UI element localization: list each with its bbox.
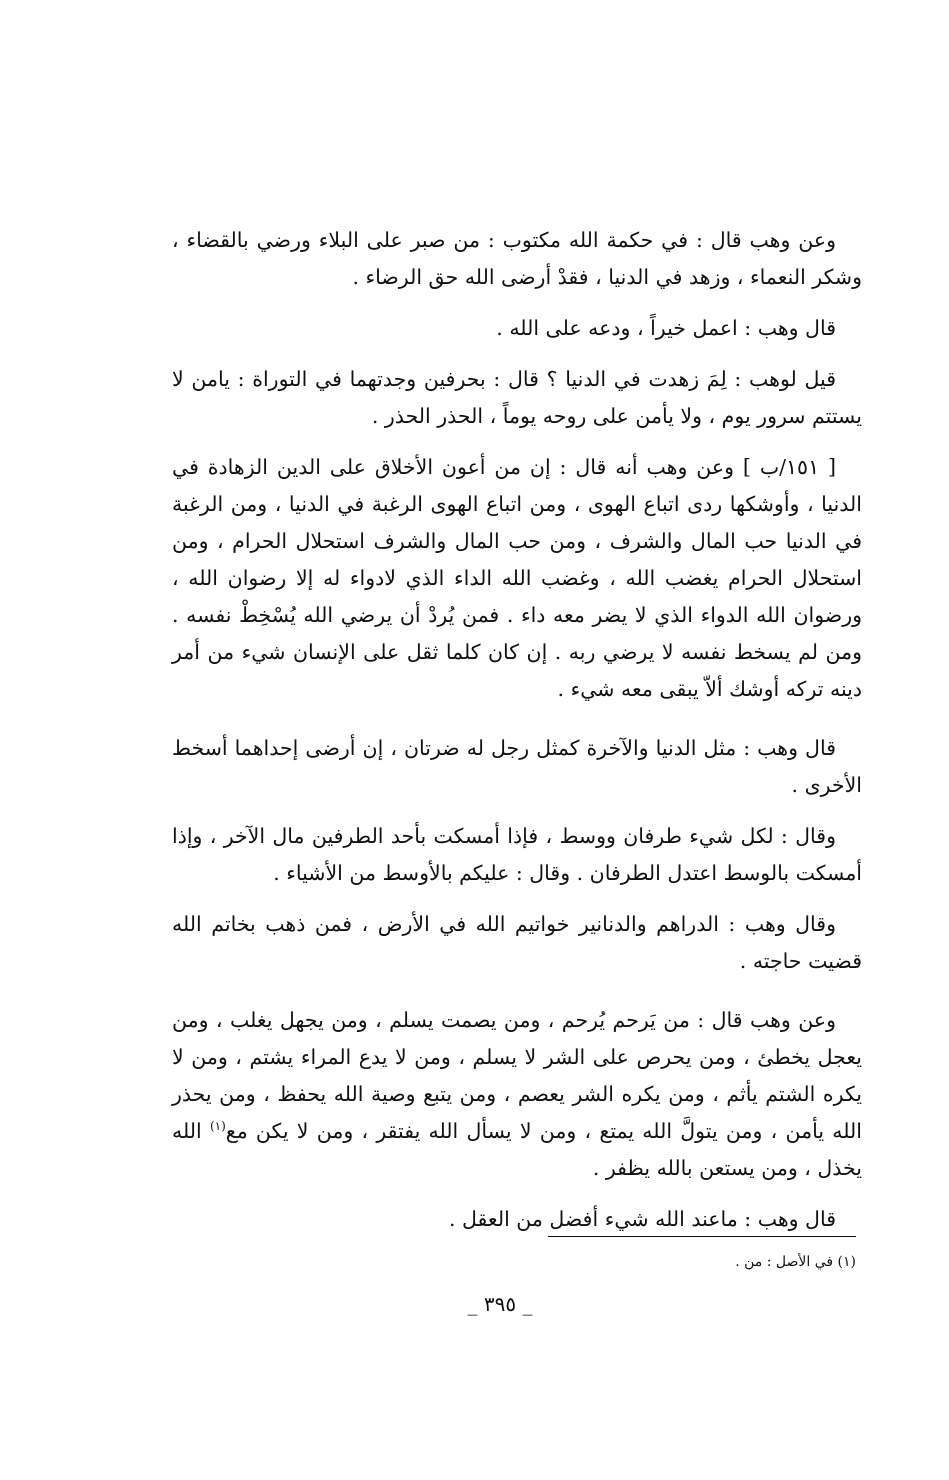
page-body bbox=[172, 222, 862, 1250]
paragraph-8-text-before: وعن وهب قال : من يَرحم يُرحم ، ومن يصمت يسلم ، ومن يجهل يغلب ، ومن يعجل يخطئ ، ومن يحرص على الشر لا يسلم ، ومن لا يدع المراء يشتم ، ومن لا يكره الشتم يأثم ، ومن يكره الشر يعصم ، ومن يتبع وصية الله يحفظ ، ومن يحذر الله يأمن ، ومن يتولَّ الله يمتع ، ومن لا يسأل الله يفتقر ، ومن لا يكن مع bbox=[172, 1008, 862, 1143]
footnote: (١) في الأصل : من . bbox=[735, 1254, 856, 1270]
paragraph-6: وقال : لكل شيء طرفان ووسط ، فإذا أمسكت بأحد الطرفين مال الآخر ، وإذا أمسكت بالوسط اعتدل الطرفان . وقال : عليكم بالأوسط من الأشياء . bbox=[172, 824, 862, 885]
paragraph-4: [ ١٥١/ب ] وعن وهب أنه قال : إن من أعون الأخلاق على الدين الزهادة في الدنيا ، وأوشكها ردى اتباع الهوى ، ومن اتباع الهوى الرغبة في الدنيا ، ومن الرغبة في الدنيا حب المال والشرف ، ومن حب المال والشرف استحلال الحرام ، ومن استحلال الحرام يغضب الله ، وغضب الله الداء الذي لادواء له إلا رضوان الله ، ورضوان الله الدواء الذي لا يضر معه داء . فمن يُردْ أن يرضي الله يُسْخِطْ نفسه . ومن لم يسخط نفسه لا يرضي ربه . إن كان كلما ثقل على الإنسان شيء من أمر دينه تركه أوشك ألاّ يبقى معه شيء . bbox=[172, 455, 862, 701]
paragraph-5: قال وهب : مثل الدنيا والآخرة كمثل رجل له ضرتان ، إن أرضى إحداهما أسخط الأخرى . bbox=[172, 736, 862, 797]
paragraph-9: قال وهب : ماعند الله شيء أفضل من العقل . bbox=[449, 1207, 836, 1231]
footnote-divider bbox=[548, 1236, 856, 1237]
paragraph-3: قيل لوهب : لِمَ زهدت في الدنيا ؟ قال : بحرفين وجدتهما في التوراة : يامن لا يستتم سرور يوم ، ولا يأمن على روحه يوماً ، الحذر الحذر . bbox=[172, 367, 862, 428]
paragraph-2: قال وهب : اعمل خيراً ، ودعه على الله . bbox=[496, 316, 836, 340]
footnote-reference: (١) bbox=[209, 1119, 226, 1134]
paragraph-8-text-after: الله يخذل ، ومن يستعن بالله يظفر . bbox=[172, 1119, 862, 1180]
paragraph-7: وقال وهب : الدراهم والدنانير خواتيم الله في الأرض ، فمن ذهب بخاتم الله قضيت حاجته . bbox=[172, 912, 862, 973]
paragraph-8 bbox=[172, 1002, 862, 1187]
paragraph-1: وعن وهب قال : في حكمة الله مكتوب : من صبر على البلاء ورضي بالقضاء ، وشكر النعماء ، وزهد في الدنيا ، فقدْ أرضى الله حق الرضاء . bbox=[172, 228, 862, 289]
page-number: _ ٣٩٥ _ bbox=[467, 1292, 533, 1316]
